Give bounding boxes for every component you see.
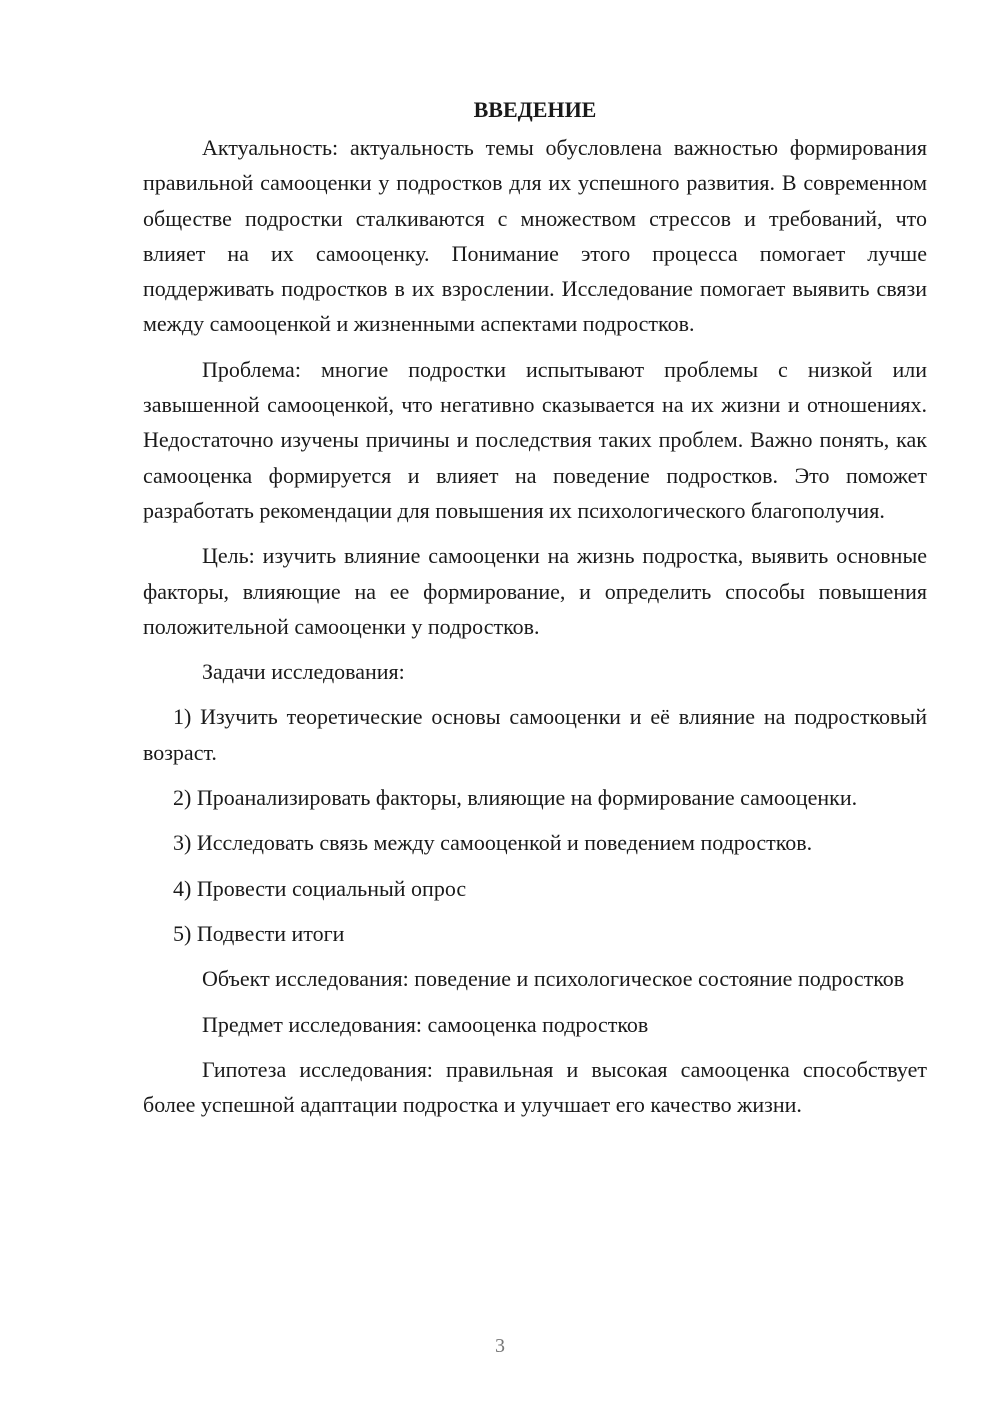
- task-item-1: 1) Изучить теоретические основы самооценки и её влияние на подростковый возраст.: [143, 704, 927, 765]
- page-number: 3: [495, 1335, 505, 1357]
- subject-paragraph: Предмет исследования: самооценка подростков: [202, 1011, 649, 1037]
- task-item-3: 3) Исследовать связь между самооценкой и поведением подростков.: [173, 830, 813, 856]
- task-item-4: 4) Провести социальный опрос: [173, 875, 467, 901]
- problem-paragraph: Проблема: многие подростки испытывают проблемы с низкой или завышенной самооценкой, что негативно сказывается на их жизни и отношениях. Недостаточно изучены причины и последствия таких проблем. Важно понять, как самооценка формируется и влияет на поведение подростков. Это поможет разработать рекомендации для повышения их психологического благополучия.: [143, 356, 927, 523]
- task-item-5: 5) Подвести итоги: [173, 920, 345, 946]
- document-title: ВВЕДЕНИЕ: [473, 97, 597, 122]
- goal-paragraph: Цель: изучить влияние самооценки на жизнь подростка, выявить основные факторы, влияющие на ее формирование, и определить способы повышения положительной самооценки у подростков.: [143, 543, 927, 639]
- tasks-heading: Задачи исследования:: [202, 659, 405, 685]
- relevance-paragraph: Актуальность: актуальность темы обусловлена важностью формирования правильной самооценки у подростков для их успешного развития. В современном обществе подростки сталкиваются с множеством стрессов и требований, что влияет на их самооценку. Понимание этого процесса помогает лучше поддерживать подростков в их взрослении. Исследование помогает выявить связи между самооценкой и жизненными аспектами подростков.: [143, 135, 927, 337]
- hypothesis-paragraph: Гипотеза исследования: правильная и высокая самооценка способствует более успешной адаптации подростка и улучшает его качество жизни.: [143, 1056, 927, 1118]
- object-paragraph: Объект исследования: поведение и психологическое состояние подростков: [202, 966, 905, 992]
- task-item-2: 2) Проанализировать факторы, влияющие на формирование самооценки.: [173, 785, 858, 811]
- document-body: [143, 92, 927, 1132]
